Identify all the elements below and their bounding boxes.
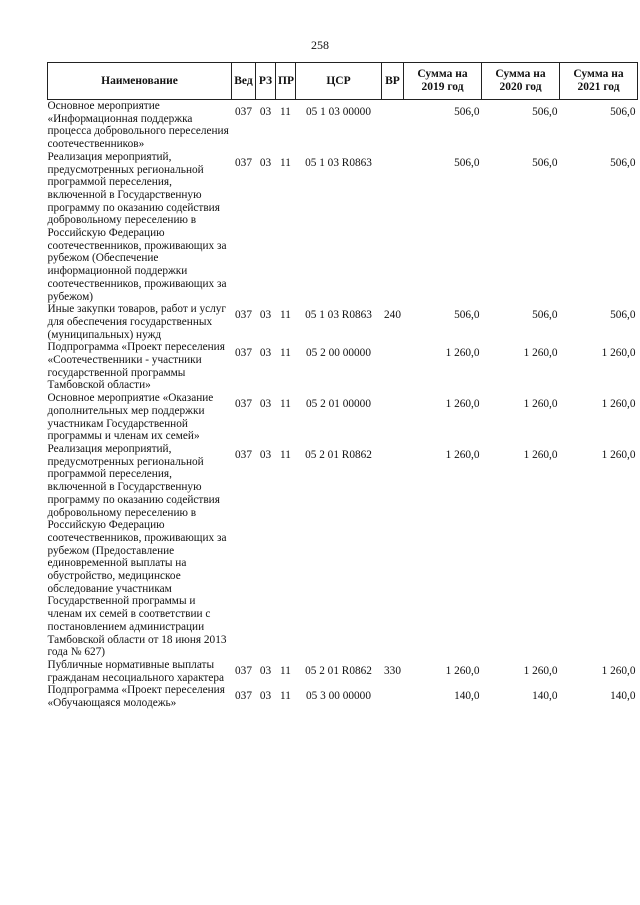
row-name: Основное мероприятие «Оказание дополнительных мер поддержки участникам Государственной программы и членам их семей» [47, 392, 214, 443]
row-sum-2019: 506,0 [454, 156, 480, 169]
header-sum-2019: Сумма на 2019 год [404, 63, 482, 100]
row-sum-2019: 506,0 [454, 309, 480, 322]
row-pr: 11 [280, 156, 291, 169]
row-pr: 11 [280, 309, 291, 322]
row-name: Основное мероприятие «Информационная поддержка процесса добровольного переселения соотечественников» [47, 100, 229, 151]
row-vr [382, 151, 404, 303]
table-row [48, 303, 638, 341]
row-name: Подпрограмма «Проект переселения «Соотечественники - участники государственной программы Тамбовской области» [47, 341, 225, 392]
row-sum-2021: 1 260,0 [601, 347, 636, 360]
row-pr: 11 [280, 664, 291, 677]
row-sum-2020: 1 260,0 [523, 448, 558, 461]
table-row [48, 151, 638, 303]
row-ved: 037 [235, 309, 252, 322]
row-pr: 11 [280, 398, 291, 411]
row-sum-2019: 1 260,0 [445, 448, 480, 461]
row-vr [382, 392, 404, 443]
table-header-row [48, 63, 638, 100]
table-row [48, 659, 638, 684]
row-sum-2021: 506,0 [610, 156, 636, 169]
row-sum-2021: 1 260,0 [601, 398, 636, 411]
row-csr: 05 1 03 R0863 [305, 309, 372, 322]
row-ved: 037 [235, 156, 252, 169]
row-rz: 03 [259, 398, 272, 411]
budget-table [47, 62, 638, 710]
row-ved: 037 [235, 347, 252, 360]
row-sum-2020: 1 260,0 [523, 398, 558, 411]
row-sum-2019: 1 260,0 [445, 347, 480, 360]
table-row [48, 392, 638, 443]
row-pr: 11 [280, 347, 291, 360]
header-rz: РЗ [256, 63, 276, 100]
table-row [48, 443, 638, 659]
row-sum-2020: 140,0 [532, 690, 558, 703]
row-sum-2019: 506,0 [454, 106, 480, 118]
row-vr: 330 [384, 664, 401, 677]
row-sum-2020: 1 260,0 [523, 347, 558, 360]
row-sum-2019: 1 260,0 [445, 664, 480, 677]
table-row [48, 100, 638, 151]
row-rz: 03 [259, 106, 272, 118]
row-csr: 05 1 03 00000 [306, 106, 371, 118]
row-sum-2019: 140,0 [454, 690, 480, 703]
row-sum-2020: 1 260,0 [523, 664, 558, 677]
row-ved: 037 [235, 448, 252, 461]
table-row [48, 341, 638, 392]
row-csr: 05 2 01 R0862 [305, 664, 372, 677]
row-sum-2020: 506,0 [532, 156, 558, 169]
row-name: Реализация мероприятий, предусмотренных региональной программой переселения, включенной в Государственную программу по оказанию содействия добровольному переселению в Российскую Федерацию соотечественников, проживающих за рубежом (Обеспечение информационной поддержки соотечественников, проживающих за рубежом) [47, 150, 227, 303]
row-sum-2021: 1 260,0 [601, 664, 636, 677]
row-vr [382, 341, 404, 392]
row-csr: 05 1 03 R0863 [305, 156, 372, 169]
header-vr: ВР [382, 63, 404, 100]
row-rz: 03 [259, 309, 272, 322]
row-rz: 03 [259, 347, 272, 360]
row-csr: 05 2 01 00000 [306, 398, 371, 411]
header-sum-2020: Сумма на 2020 год [482, 63, 560, 100]
table-row [48, 684, 638, 709]
row-pr: 11 [280, 106, 291, 118]
header-name: Наименование [48, 63, 232, 100]
row-vr: 240 [384, 309, 401, 322]
row-rz: 03 [259, 448, 272, 461]
row-sum-2020: 506,0 [532, 106, 558, 118]
header-pr: ПР [276, 63, 296, 100]
row-ved: 037 [235, 690, 252, 703]
row-csr: 05 3 00 00000 [306, 690, 371, 703]
row-name: Публичные нормативные выплаты гражданам несоциального характера [47, 658, 225, 684]
header-csr: ЦСР [296, 63, 382, 100]
row-name: Реализация мероприятий, предусмотренных региональной программой переселения, включенной в Государственную программу по оказанию содействия добровольному переселению в Российскую Федерацию соотечественников, проживающих за рубежом (Предоставление единовременной выплаты на обустройство, медицинское обследование участникам Государственной программы и членам их семей в соответствии с постановлением администрации Тамбовской области от 18 июня 2013 года № 627) [47, 442, 227, 659]
row-name: Подпрограмма «Проект переселения «Обучающаяся молодежь» [47, 684, 225, 710]
row-ved: 037 [235, 398, 252, 411]
row-name: Иные закупки товаров, работ и услуг для обеспечения государственных (муниципальных) нужд [47, 303, 227, 341]
row-sum-2019: 1 260,0 [445, 398, 480, 411]
row-csr: 05 2 01 R0862 [305, 448, 372, 461]
row-vr [382, 684, 404, 709]
row-rz: 03 [259, 690, 272, 703]
row-vr [382, 443, 404, 659]
row-sum-2021: 1 260,0 [601, 448, 636, 461]
row-rz: 03 [259, 156, 272, 169]
row-vr [382, 100, 404, 151]
row-csr: 05 2 00 00000 [306, 347, 371, 360]
row-pr: 11 [280, 690, 291, 703]
row-sum-2020: 506,0 [532, 309, 558, 322]
row-rz: 03 [259, 664, 272, 677]
page-number: 258 [311, 38, 329, 52]
row-ved: 037 [235, 664, 252, 677]
row-sum-2021: 506,0 [610, 106, 636, 118]
row-sum-2021: 140,0 [610, 690, 636, 703]
row-pr: 11 [280, 448, 291, 461]
header-ved: Вед [232, 63, 256, 100]
row-ved: 037 [235, 106, 252, 118]
header-sum-2021: Сумма на 2021 год [560, 63, 638, 100]
row-sum-2021: 506,0 [610, 309, 636, 322]
